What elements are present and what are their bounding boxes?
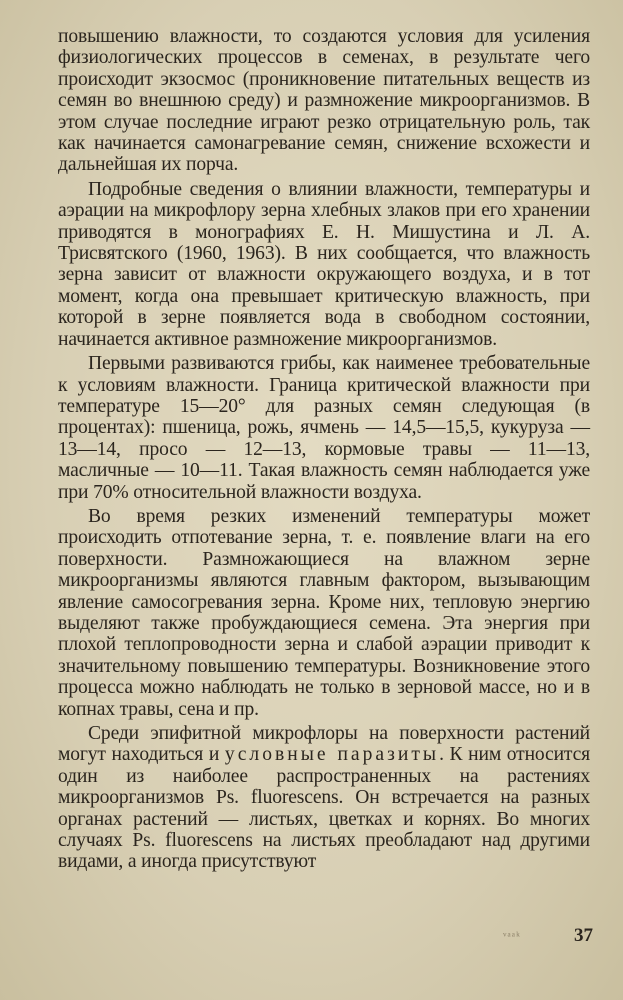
body-text <box>58 26 590 873</box>
paragraph-5-start: Среди эпифитной микрофлоры на поверхности растений могут находиться и <box>58 723 590 766</box>
faded-stamp: ᵛᵃᵃᵏ <box>503 929 521 943</box>
paragraph-1: повышению влажности, то создаются условия для усиления физиологических процессов в семенах, в результате чего происходит экзосмос (проникновение питательных веществ из семян во внешнюю среду) и размножение микроорганизмов. В этом случае последние играют резко отрицательную роль, так как начинается самонагревание семян, снижение всхожести и дальнейшая их порча. <box>58 26 590 176</box>
paragraph-5 <box>58 723 590 873</box>
paragraph-3: Первыми развиваются грибы, как наименее требовательные к условиям влажности. Граница критической влажности при температуре 15—20° для разных семян следующая (в процентах): пшеница, рожь, ячмень — 14,5—15,5, кукуруза — 13—14, просо — 12—13, кормовые травы — 11—13, масличные — 10—11. Такая влажность семян наблюдается уже при 70% относительной влажности воздуха. <box>58 353 590 503</box>
paragraph-5-end: . К ним относится один из наиболее распространенных на растениях микроорганизмов Ps. fluorescens. Он встречается на разных органах растений — листьях, цветках и корнях. Во многих случаях Ps. fluorescens на листьях преобладают над другими видами, а иногда присутствуют <box>58 744 590 873</box>
page-number: 37 <box>574 925 593 946</box>
paragraph-2: Подробные сведения о влиянии влажности, температуры и аэрации на микрофлору зерна хлебных злаков при его хранении приводятся в монографиях Е. Н. Мишустина и Л. А. Трисвятского (1960, 1963). В них сообщается, что влажность зерна зависит от влажности окружающего воздуха, и в тот момент, когда она превышает критическую влажность, при которой в зерне появляется вода в свободном состоянии, начинается активное размножение микроорганизмов. <box>58 178 590 350</box>
spaced-term: условные паразиты <box>224 744 440 766</box>
paragraph-4: Во время резких изменений температуры может происходить отпотевание зерна, т. е. появление влаги на его поверхности. Размножающиеся на влажном зерне микроорганизмы являются главным фактором, вызывающим явление самосогревания зерна. Кроме них, тепловую энергию выделяют также пробуждающиеся семена. Эта энергия при плохой теплопроводности зерна и слабой аэрации приводит к значительному повышению температуры. Возникновение этого процесса можно наблюдать не только в зерновой массе, но и в копнах травы, сена и пр. <box>58 505 590 720</box>
